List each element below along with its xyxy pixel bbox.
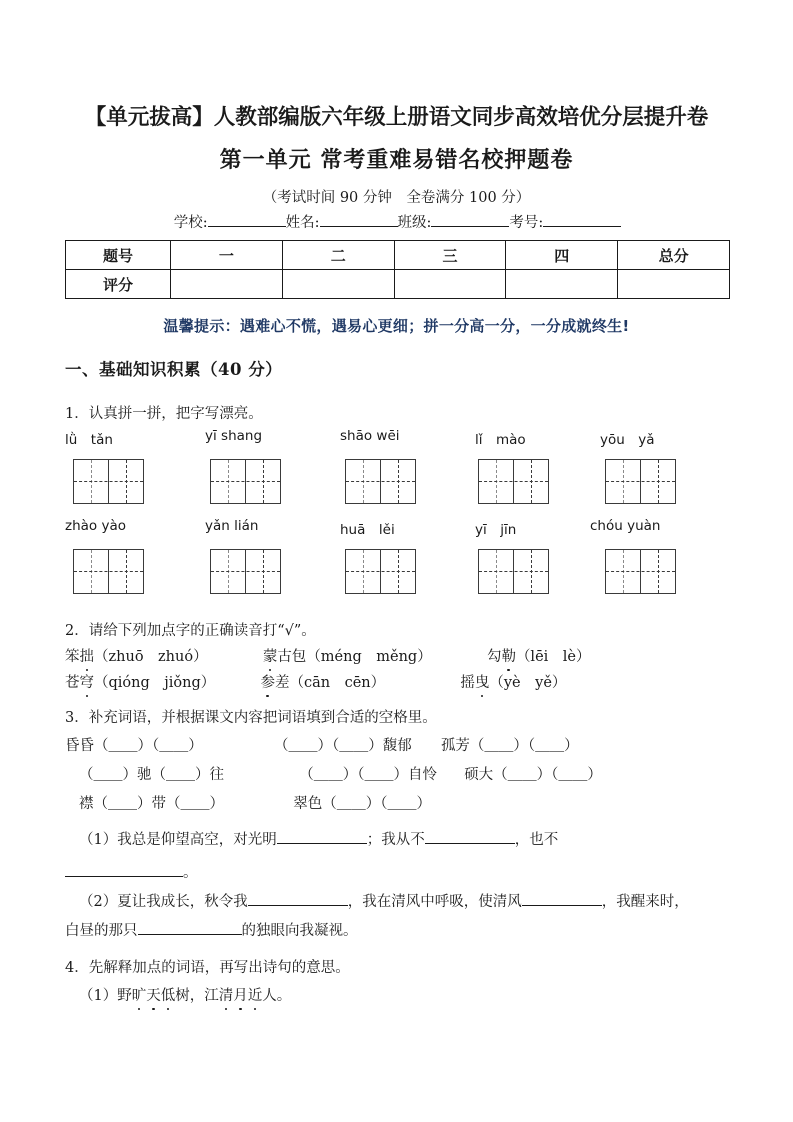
pinyin-1-4: lǐ mào xyxy=(475,432,526,448)
q2-item-2-options[interactable]: （méng měng） xyxy=(306,649,432,665)
q2-item-1-dotted-char: 拙 xyxy=(80,646,95,668)
q2-row-2 xyxy=(65,672,566,694)
exam-no-input-blank[interactable] xyxy=(543,213,621,227)
cell-header-5: 总分 xyxy=(618,241,730,270)
q2-item-6-dotted-char: 曳 xyxy=(475,672,490,694)
q3-fill-1-text-a: （1）我总是仰望高空，对光明 xyxy=(79,832,277,848)
q2-item-5-post: 差 xyxy=(274,675,290,691)
cell-score-label: 评分 xyxy=(66,270,171,299)
pinyin-2-1: zhào yào xyxy=(65,518,126,534)
q3-fill-2-line-1 xyxy=(79,891,689,913)
tianzige-box[interactable] xyxy=(345,549,416,594)
q2-item-1-options[interactable]: （zhuō zhuó） xyxy=(94,649,208,665)
cell-score-2[interactable] xyxy=(282,270,394,299)
tianzige-box[interactable] xyxy=(478,549,549,594)
q2-item-6-pre: 摇 xyxy=(460,675,475,691)
name-label: 姓名: xyxy=(285,215,320,231)
tianzige-box[interactable] xyxy=(478,459,549,504)
q1-pinyin-row-1 xyxy=(65,428,730,448)
q3-fill-1-end: 。 xyxy=(183,865,198,881)
tianzige-box[interactable] xyxy=(210,549,281,594)
table-row-score xyxy=(66,270,730,299)
q3-fill-2-line-2 xyxy=(65,920,358,942)
q4-item-1 xyxy=(79,985,291,1007)
pinyin-2-5: chóu yuàn xyxy=(590,518,661,534)
q4-item-1-dotted-a xyxy=(132,988,176,1004)
q3-word-2[interactable]: （＿＿）（＿＿）馥郁 xyxy=(273,738,412,754)
q2-row-1 xyxy=(65,646,591,668)
q2-item-5-dotted-char: 参 xyxy=(260,672,275,694)
dotted-char: 天 xyxy=(146,985,161,1007)
q3-word-8[interactable]: 翠色（＿＿）（＿＿） xyxy=(293,796,431,812)
dotted-char: 近 xyxy=(248,985,263,1007)
question-3-prompt: 3．补充词语，并根据课文内容把词语填到合适的空格里。 xyxy=(65,710,437,726)
dotted-char: 清 xyxy=(219,985,234,1007)
q2-item-4-options[interactable]: （qióng jiǒng） xyxy=(94,675,216,691)
q3-fill-1-text-b: ；我从不 xyxy=(366,832,425,848)
q4-item-1-mid: 树，江 xyxy=(175,988,219,1004)
pinyin-2-4: yī jīn xyxy=(475,522,517,538)
cell-score-4[interactable] xyxy=(506,270,618,299)
q3-word-row-2 xyxy=(79,764,602,786)
q3-fill-2-blank-3[interactable] xyxy=(138,920,242,935)
q2-item-1-pre: 笨 xyxy=(65,649,80,665)
q3-word-4[interactable]: （＿＿）驰（＿＿）往 xyxy=(79,767,224,783)
pinyin-1-1: lǜ tǎn xyxy=(65,432,113,448)
dotted-char: 旷 xyxy=(132,985,147,1007)
q3-fill-1-blank-3[interactable] xyxy=(65,862,183,877)
section-heading-one: 一、基础知识积累（40 分） xyxy=(65,360,283,379)
q4-item-1-dotted-b xyxy=(219,988,263,1004)
q2-item-5-options[interactable]: （cān cēn） xyxy=(289,675,386,691)
q2-item-2-dotted-char: 蒙 xyxy=(263,646,278,668)
pinyin-1-2: yī shang xyxy=(205,428,263,444)
tianzige-box[interactable] xyxy=(605,549,676,594)
q2-item-3-pre: 勾 xyxy=(486,649,502,665)
dotted-char: 月 xyxy=(233,985,248,1007)
q2-item-4-dotted-char: 穹 xyxy=(80,672,95,694)
q2-item-5[interactable] xyxy=(260,675,385,691)
q3-fill-2-text-c: ，我醒来时， xyxy=(601,894,689,910)
q2-item-6[interactable] xyxy=(460,675,566,691)
exam-time-score-info: （考试时间 90 分钟 全卷满分 100 分） xyxy=(262,190,531,206)
tianzige-box[interactable] xyxy=(73,459,144,504)
score-table xyxy=(65,240,730,299)
page-title-sub: 第一单元 常考重难易错名校押题卷 xyxy=(219,147,574,173)
cell-header-4: 四 xyxy=(506,241,618,270)
q2-item-4[interactable] xyxy=(65,675,215,691)
tianzige-box[interactable] xyxy=(605,459,676,504)
q2-item-2[interactable] xyxy=(263,649,432,665)
q1-pinyin-row-2 xyxy=(65,518,730,538)
q3-fill-2-blank-2[interactable] xyxy=(522,891,602,906)
class-input-blank[interactable] xyxy=(431,213,509,227)
q4-item-1-post: 人。 xyxy=(262,988,292,1004)
question-4-prompt: 4．先解释加点的词语，再写出诗句的意思。 xyxy=(65,960,350,976)
q1-grid-row-2 xyxy=(65,549,730,594)
q4-item-1-pre: 野 xyxy=(117,988,132,1004)
q3-word-7[interactable]: 襟（＿＿）带（＿＿） xyxy=(79,796,224,812)
q3-fill-1-line-1 xyxy=(79,829,558,851)
q2-item-3[interactable] xyxy=(487,649,591,665)
school-input-blank[interactable] xyxy=(208,213,286,227)
cell-header-0: 题号 xyxy=(66,241,171,270)
cell-score-1[interactable] xyxy=(171,270,283,299)
pinyin-1-5: yōu yǎ xyxy=(600,432,655,448)
question-1-prompt: 1．认真拼一拼，把字写漂亮。 xyxy=(65,406,263,422)
school-label: 学校: xyxy=(173,215,208,231)
cell-header-1: 一 xyxy=(171,241,283,270)
page-title-main: 【单元拔高】人教部编版六年级上册语文同步高效培优分层提升卷 xyxy=(84,105,709,130)
q3-word-row-3 xyxy=(79,793,431,815)
cell-header-2: 二 xyxy=(282,241,394,270)
cell-score-5[interactable] xyxy=(618,270,730,299)
warm-tip: 温馨提示：遇难心不慌，遇易心更细；拼一分高一分，一分成就终生! xyxy=(163,317,630,335)
q3-fill-1-text-c: ，也不 xyxy=(514,832,559,848)
tianzige-box[interactable] xyxy=(210,459,281,504)
pinyin-1-3: shāo wēi xyxy=(340,428,400,444)
table-row-header xyxy=(66,241,730,270)
q4-item-1-label: （1） xyxy=(79,988,118,1004)
pinyin-2-2: yǎn lián xyxy=(205,518,259,534)
q3-word-5[interactable]: （＿＿）（＿＿）自怜 xyxy=(299,767,437,783)
q3-fill-1-line-2 xyxy=(65,862,198,884)
q2-item-3-options[interactable]: （lēi lè） xyxy=(515,649,591,665)
q3-fill-2-text-b: ，我在清风中呼吸，使清风 xyxy=(347,894,522,910)
cell-score-3[interactable] xyxy=(394,270,506,299)
q3-fill-2-text-a: （2）夏让我成长，秋令我 xyxy=(79,894,248,910)
q3-fill-2-line2-b: 的独眼向我凝视。 xyxy=(241,923,358,939)
student-info-line xyxy=(65,211,730,232)
q3-fill-1-blank-1[interactable] xyxy=(277,829,367,844)
q2-item-1[interactable] xyxy=(65,649,208,665)
cell-header-3: 三 xyxy=(394,241,506,270)
tianzige-box[interactable] xyxy=(73,549,144,594)
q3-word-1[interactable]: 昏昏（＿＿）（＿＿） xyxy=(65,738,203,754)
q3-word-6[interactable]: 硕大（＿＿）（＿＿） xyxy=(464,767,602,783)
q3-fill-2-line2-a: 白昼的那只 xyxy=(65,923,138,939)
pinyin-2-3: huā lěi xyxy=(340,522,395,538)
q3-fill-2-blank-1[interactable] xyxy=(248,891,348,906)
q1-grid-row-1 xyxy=(65,459,730,504)
exam-no-label: 考号: xyxy=(509,215,544,231)
class-label: 班级: xyxy=(397,215,432,231)
dotted-char: 低 xyxy=(161,985,176,1007)
q2-item-4-pre: 苍 xyxy=(65,675,80,691)
q2-item-2-post: 古包 xyxy=(277,649,307,665)
name-input-blank[interactable] xyxy=(320,213,398,227)
q2-item-6-options[interactable]: （yè yě） xyxy=(489,675,567,691)
q3-word-3[interactable]: 孤芳（＿＿）（＿＿） xyxy=(440,738,579,754)
q2-item-3-dotted-char: 勒 xyxy=(501,646,516,668)
question-2-prompt: 2．请给下列加点字的正确读音打“√”。 xyxy=(65,623,316,639)
tianzige-box[interactable] xyxy=(345,459,416,504)
q3-fill-1-blank-2[interactable] xyxy=(425,829,515,844)
q3-word-row-1 xyxy=(65,735,579,757)
